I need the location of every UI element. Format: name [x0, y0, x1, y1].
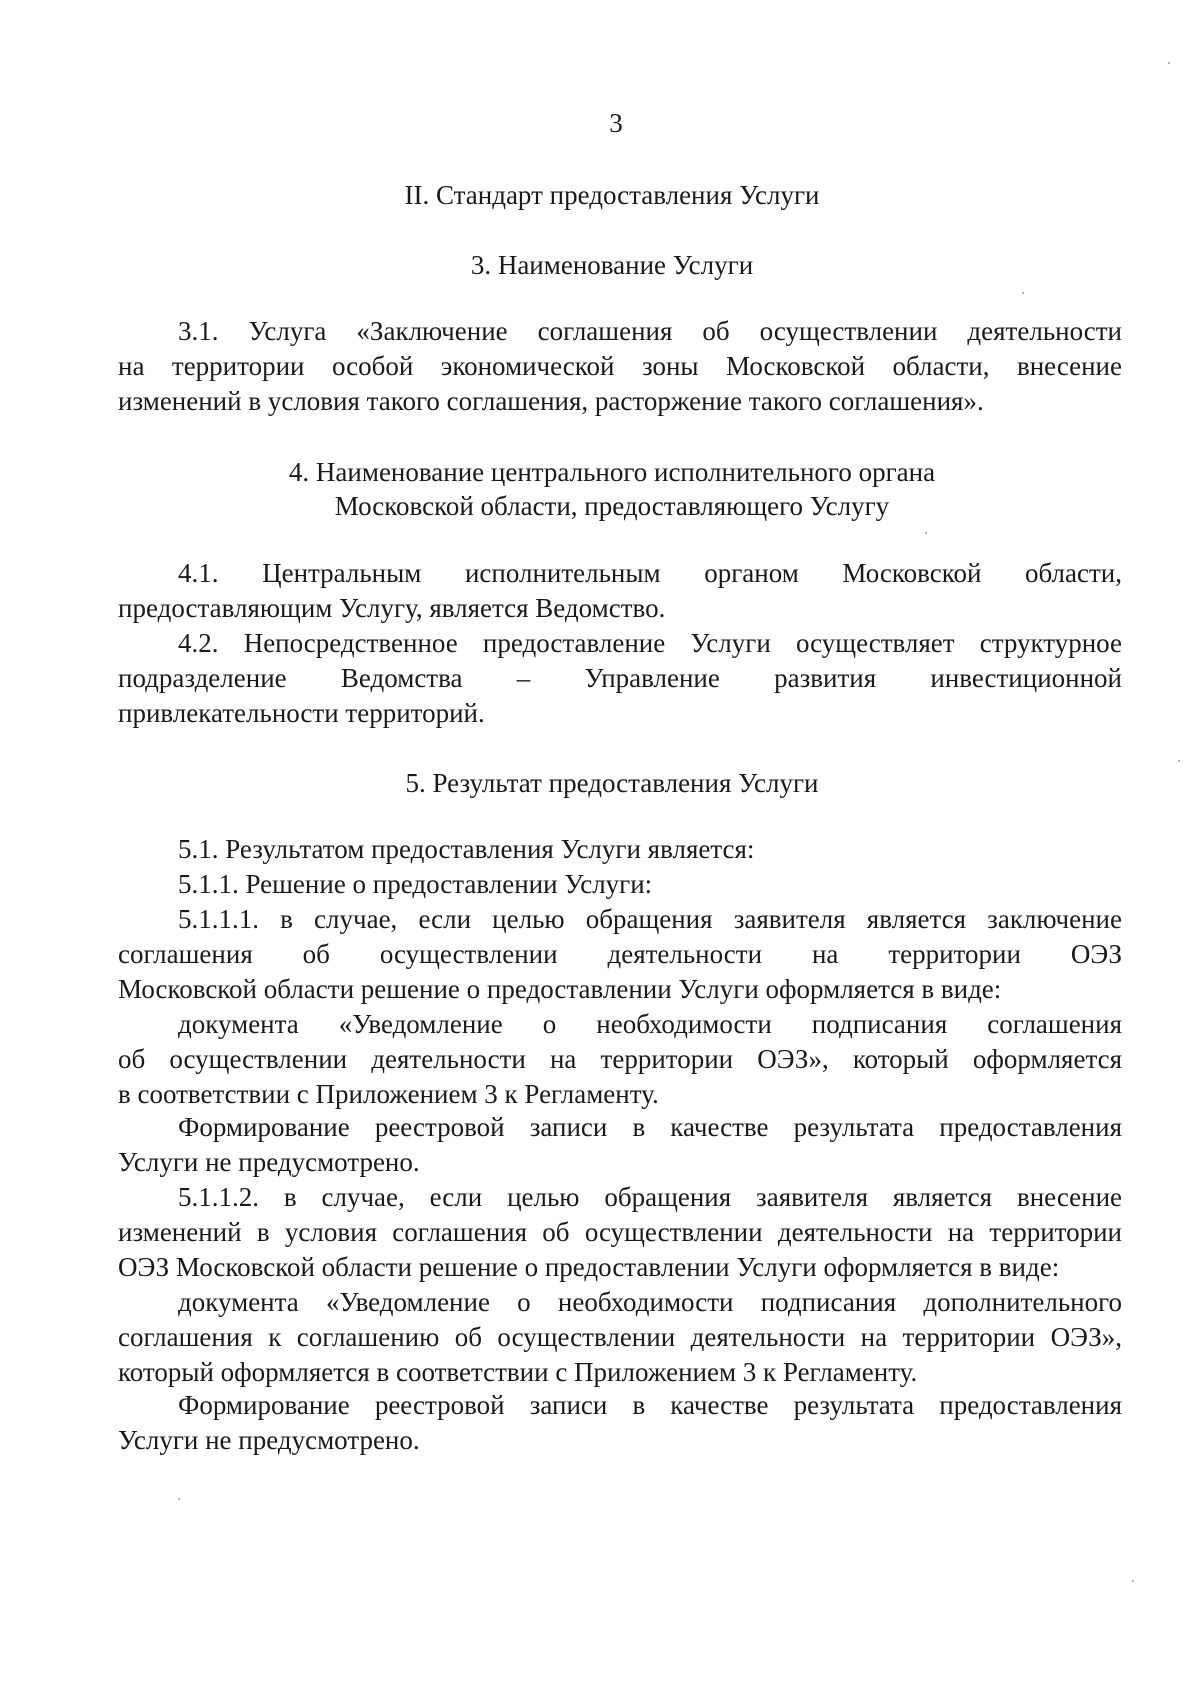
paragraph-document-1	[118, 1007, 1122, 1112]
paragraph-line: на территории особой экономической зоны Московской области, внесение	[118, 351, 1122, 381]
paragraph-line: Услуги не предусмотрено.	[118, 1147, 420, 1177]
paragraph-line: изменений в условия такого соглашения, расторжение такого соглашения».	[118, 386, 984, 416]
paragraph-line: 5.1.1. Решение о предоставлении Услуги:	[178, 869, 653, 899]
scan-speck	[1178, 760, 1180, 762]
paragraph-line: Формирование реестровой записи в качестве результата предоставления	[178, 1112, 1122, 1142]
paragraph-5-1-1-2	[118, 1180, 1122, 1285]
paragraph-line: Формирование реестровой записи в качестве результата предоставления	[178, 1390, 1122, 1420]
paragraph-5-1	[118, 832, 1122, 902]
paragraph-line: который оформляется в соответствии с Приложением 3 к Регламенту.	[118, 1357, 918, 1387]
paragraph-line: предоставляющим Услугу, является Ведомство.	[118, 593, 666, 623]
heading-4	[12, 455, 1200, 523]
paragraph-3-1	[118, 314, 1122, 419]
heading-line: Московской области, предоставляющего Услугу	[334, 491, 890, 521]
paragraph-line: документа «Уведомление о необходимости подписания соглашения	[178, 1009, 1122, 1039]
heading-5: 5. Результат предоставления Услуги	[405, 768, 819, 798]
scan-speck	[925, 532, 927, 534]
paragraph-4-2	[118, 626, 1122, 731]
paragraph-line: Московской области решение о предоставлении Услуги оформляется в виде:	[118, 974, 1002, 1004]
paragraph-registry-1	[118, 1110, 1122, 1180]
paragraph-line: 5.1.1.1. в случае, если целью обращения заявителя является заключение	[178, 904, 1122, 934]
paragraph-line: 4.2. Непосредственное предоставление Услуги осуществляет структурное	[178, 628, 1122, 658]
paragraph-5-1-1-1	[118, 902, 1122, 1007]
paragraph-line: привлекательности территорий.	[118, 698, 485, 728]
scan-speck	[1022, 292, 1024, 294]
paragraph-line: подразделение Ведомства – Управление развития инвестиционной	[118, 663, 1122, 693]
paragraph-line: соглашения к соглашению об осуществлении деятельности на территории ОЭЗ»,	[118, 1322, 1122, 1352]
page-number: 3	[609, 108, 623, 138]
paragraph-line: в соответствии с Приложением 3 к Регламенту.	[118, 1079, 659, 1109]
paragraph-4-1	[118, 556, 1122, 626]
heading-3: 3. Наименование Услуги	[470, 250, 754, 280]
paragraph-line: соглашения об осуществлении деятельности на территории ОЭЗ	[118, 939, 1122, 969]
paragraph-line: изменений в условия соглашения об осуществлении деятельности на территории	[118, 1217, 1122, 1247]
paragraph-line: об осуществлении деятельности на территории ОЭЗ», который оформляется	[118, 1044, 1122, 1074]
section-title: II. Стандарт предоставления Услуги	[404, 180, 820, 210]
paragraph-line: ОЭЗ Московской области решение о предоставлении Услуги оформляется в виде:	[118, 1252, 1060, 1282]
scan-speck	[1132, 1580, 1134, 1582]
paragraph-registry-2	[118, 1388, 1122, 1458]
paragraph-line: документа «Уведомление о необходимости подписания дополнительного	[178, 1287, 1122, 1317]
paragraph-line: Услуги не предусмотрено.	[118, 1425, 420, 1455]
paragraph-line: 3.1. Услуга «Заключение соглашения об осуществлении деятельности	[178, 316, 1122, 346]
scan-speck	[1168, 62, 1170, 64]
paragraph-line: 5.1. Результатом предоставления Услуги является:	[178, 834, 755, 864]
paragraph-line: 4.1. Центральным исполнительным органом Московской области,	[178, 558, 1122, 588]
paragraph-line: 5.1.1.2. в случае, если целью обращения заявителя является внесение	[178, 1182, 1122, 1212]
scan-speck	[178, 1498, 180, 1500]
paragraph-document-2	[118, 1285, 1122, 1390]
heading-line: 4. Наименование центрального исполнительного органа	[288, 457, 936, 487]
